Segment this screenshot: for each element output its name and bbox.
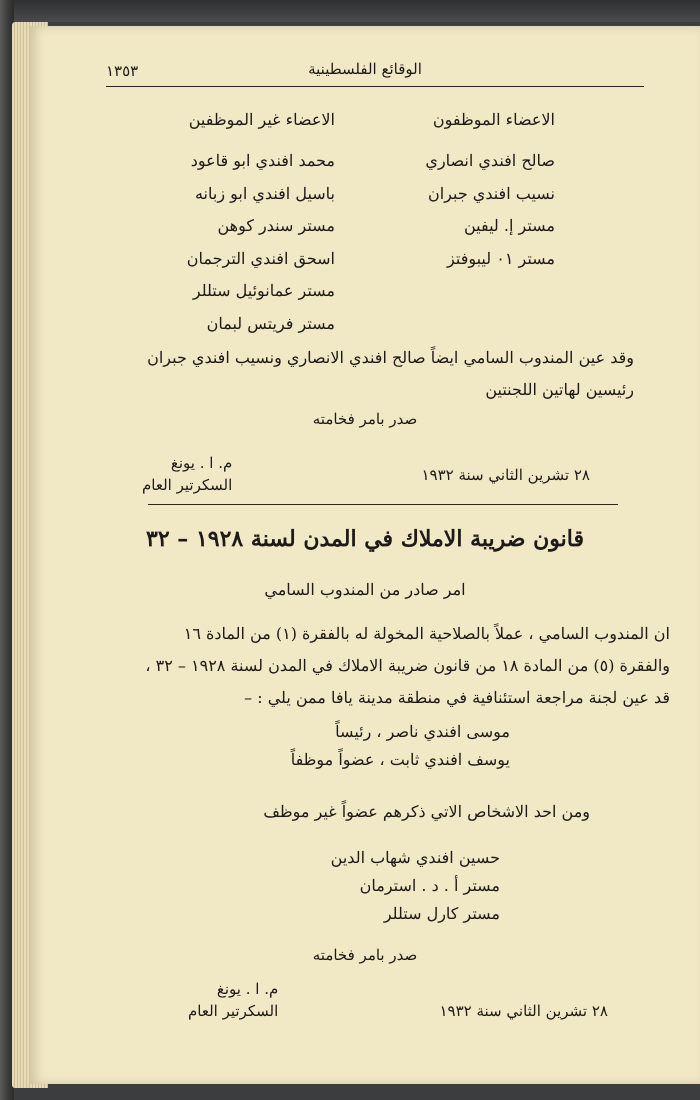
ordinance-title: قانون ضريبة الاملاك في المدن لسنة ١٩٢٨ – ٣٢ [146, 526, 584, 552]
official-member: مستر إ. ليفين [463, 216, 555, 235]
running-header: الوقائع الفلسطينية [308, 60, 422, 78]
committee-members [291, 722, 510, 778]
signatory-title: السكرتير العام [142, 476, 233, 494]
non-officials-heading: الاعضاء غير الموظفين [188, 110, 335, 129]
official-member: مستر ٠١ ليبوفتز [447, 248, 555, 268]
ordinance-issued-by-order: صدر بامر فخامته [312, 946, 418, 964]
ordinance-body: ان المندوب السامي ، عملاً بالصلاحية المخولة له بالفقرة (١) من المادة ١٦ والفقرة (٥) من المادة ١٨ من قانون ضريبة الاملاك في المدن لسنة ١٩٢٨ – ٣٢ ، قد عين لجنة مراجعة استئنافية في منطقة مدينة يافا ممن يلي : – [145, 624, 670, 707]
official-member: صالح افندي انصاري [425, 151, 555, 170]
section-rule [148, 504, 618, 505]
member-line: يوسف افندي ثابت ، عضواً موظفاً [290, 750, 510, 769]
officials-column [425, 110, 555, 281]
scan-background-top [0, 0, 700, 22]
member-line: موسى افندي ناصر ، رئيساً [335, 722, 510, 741]
non-official-member: اسحق افندي الترجمان [186, 248, 335, 268]
candidate-line: مستر أ . د . استرمان [359, 876, 500, 895]
document-page [30, 26, 700, 1084]
ordinance-signature-block [188, 978, 278, 1022]
header-rule [106, 86, 644, 87]
ordinance-subtitle: امر صادر من المندوب السامي [264, 580, 466, 599]
official-member: نسيب افندي جبران [427, 183, 555, 203]
candidate-list [331, 848, 500, 932]
signatory-title: السكرتير العام [188, 1002, 279, 1020]
non-official-member: محمد افندي ابو قاعود [190, 151, 335, 170]
ordinance-date-line: ٢٨ تشرين الثاني سنة ١٩٣٢ [439, 1002, 608, 1020]
signatory-name: م. ا . يونغ [216, 980, 279, 998]
date-line: ٢٨ تشرين الثاني سنة ١٩٣٢ [421, 466, 590, 484]
non-official-intro: ومن احد الاشخاص الاتي ذكرهم عضواً غير موظف [263, 802, 590, 821]
candidate-line: مستر كارل ستللر [383, 904, 500, 923]
page-number: ١٣٥٣ [106, 62, 139, 80]
signatory-name: م. ا . يونغ [170, 454, 233, 472]
non-official-member: مستر عمانوئيل ستللر [192, 281, 335, 300]
appointment-note: وقد عين المندوب السامي ايضاً صالح افندي الانصاري ونسيب افندي جبران رئيسين لهاتين اللجنتين [147, 348, 634, 399]
non-officials-column [187, 110, 335, 346]
officials-heading: الاعضاء الموظفون [432, 110, 555, 129]
candidate-line: حسين افندي شهاب الدين [330, 848, 500, 867]
non-official-member: باسيل افندي ابو زبانه [194, 183, 335, 203]
signature-block [142, 452, 232, 496]
non-official-member: مستر سندر كوهن [217, 216, 335, 235]
issued-by-order: صدر بامر فخامته [312, 410, 418, 428]
non-official-member: مستر فريتس لبمان [206, 313, 335, 333]
